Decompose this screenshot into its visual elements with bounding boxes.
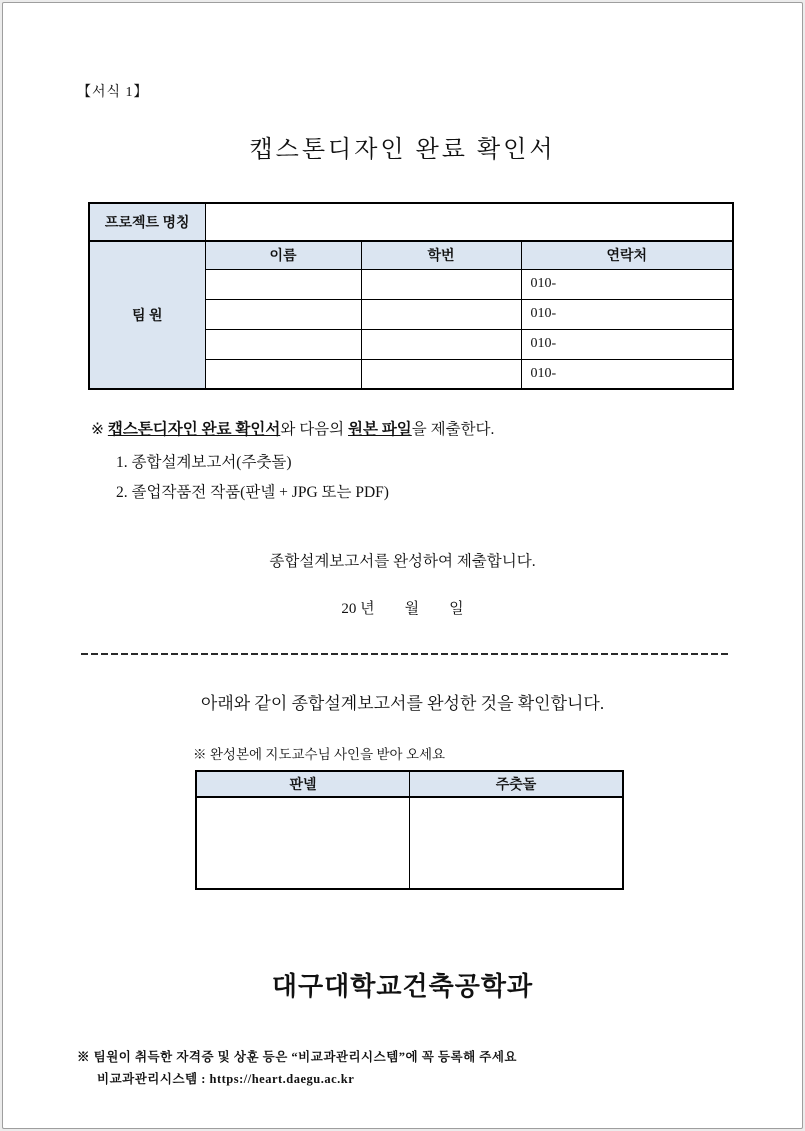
- member-id-cell[interactable]: [361, 329, 521, 359]
- member-id-cell[interactable]: [361, 299, 521, 329]
- team-info-table: [88, 202, 734, 390]
- member-id-cell[interactable]: [361, 359, 521, 389]
- team-member-label-cell: 팀 원: [89, 241, 205, 389]
- member-name-cell[interactable]: [205, 329, 361, 359]
- column-header-contact: 연락처: [521, 241, 733, 269]
- report-signature-cell[interactable]: [410, 797, 624, 889]
- member-name-cell[interactable]: [205, 299, 361, 329]
- date-line: 20 년 월 일: [341, 601, 464, 617]
- member-phone-cell[interactable]: 010-: [521, 329, 733, 359]
- member-phone-cell[interactable]: 010-: [521, 269, 733, 299]
- document-page: [2, 2, 803, 1129]
- member-name-cell[interactable]: [205, 359, 361, 389]
- submission-item-1: 1. 종합설계보고서(주춧돌): [116, 454, 292, 471]
- sign-column-report: 주춧돌: [410, 771, 624, 797]
- footer-note-line2: 비교과관리시스템 : https://heart.daegu.ac.kr: [97, 1072, 355, 1086]
- project-name-input-cell[interactable]: [205, 203, 733, 241]
- note-marker: ※: [91, 421, 108, 438]
- submission-note: [91, 417, 494, 439]
- advisor-sign-note: ※ 완성본에 지도교수님 사인을 받아 오세요: [193, 747, 446, 762]
- dashed-divider: [81, 653, 731, 655]
- member-id-cell[interactable]: [361, 269, 521, 299]
- panel-signature-cell[interactable]: [196, 797, 410, 889]
- project-name-label-cell: 프로젝트 명칭: [89, 203, 205, 241]
- footer-note-line1: ※ 팀원이 취득한 자격증 및 상훈 등은 “비교과관리시스템”에 꼭 등록해 주세요: [77, 1050, 518, 1064]
- sign-column-panel: 판넬: [196, 771, 410, 797]
- member-name-cell[interactable]: [205, 269, 361, 299]
- column-header-student-id: 학번: [361, 241, 521, 269]
- note-bold-file: 원본 파일: [348, 421, 412, 438]
- confirmation-text: 아래와 같이 종합설계보고서를 완성한 것을 확인합니다.: [200, 694, 605, 713]
- column-header-name: 이름: [205, 241, 361, 269]
- member-phone-cell[interactable]: 010-: [521, 299, 733, 329]
- document-title: 캡스톤디자인 완료 확인서: [249, 137, 556, 163]
- submission-item-2: 2. 졸업작품전 작품(판넬 + JPG 또는 PDF): [116, 484, 389, 501]
- note-tail: 을 제출한다.: [411, 421, 495, 438]
- department-name: 대구대학교건축공학과: [271, 972, 534, 1001]
- member-phone-cell[interactable]: 010-: [521, 359, 733, 389]
- form-number-label: 【서식 1】: [77, 85, 149, 100]
- note-bold-title: 캡스톤디자인 완료 확인서: [107, 421, 281, 438]
- note-middle: 와 다음의: [280, 421, 348, 438]
- signature-table: [195, 770, 624, 890]
- completion-statement: 종합설계보고서를 완성하여 제출합니다.: [269, 553, 536, 570]
